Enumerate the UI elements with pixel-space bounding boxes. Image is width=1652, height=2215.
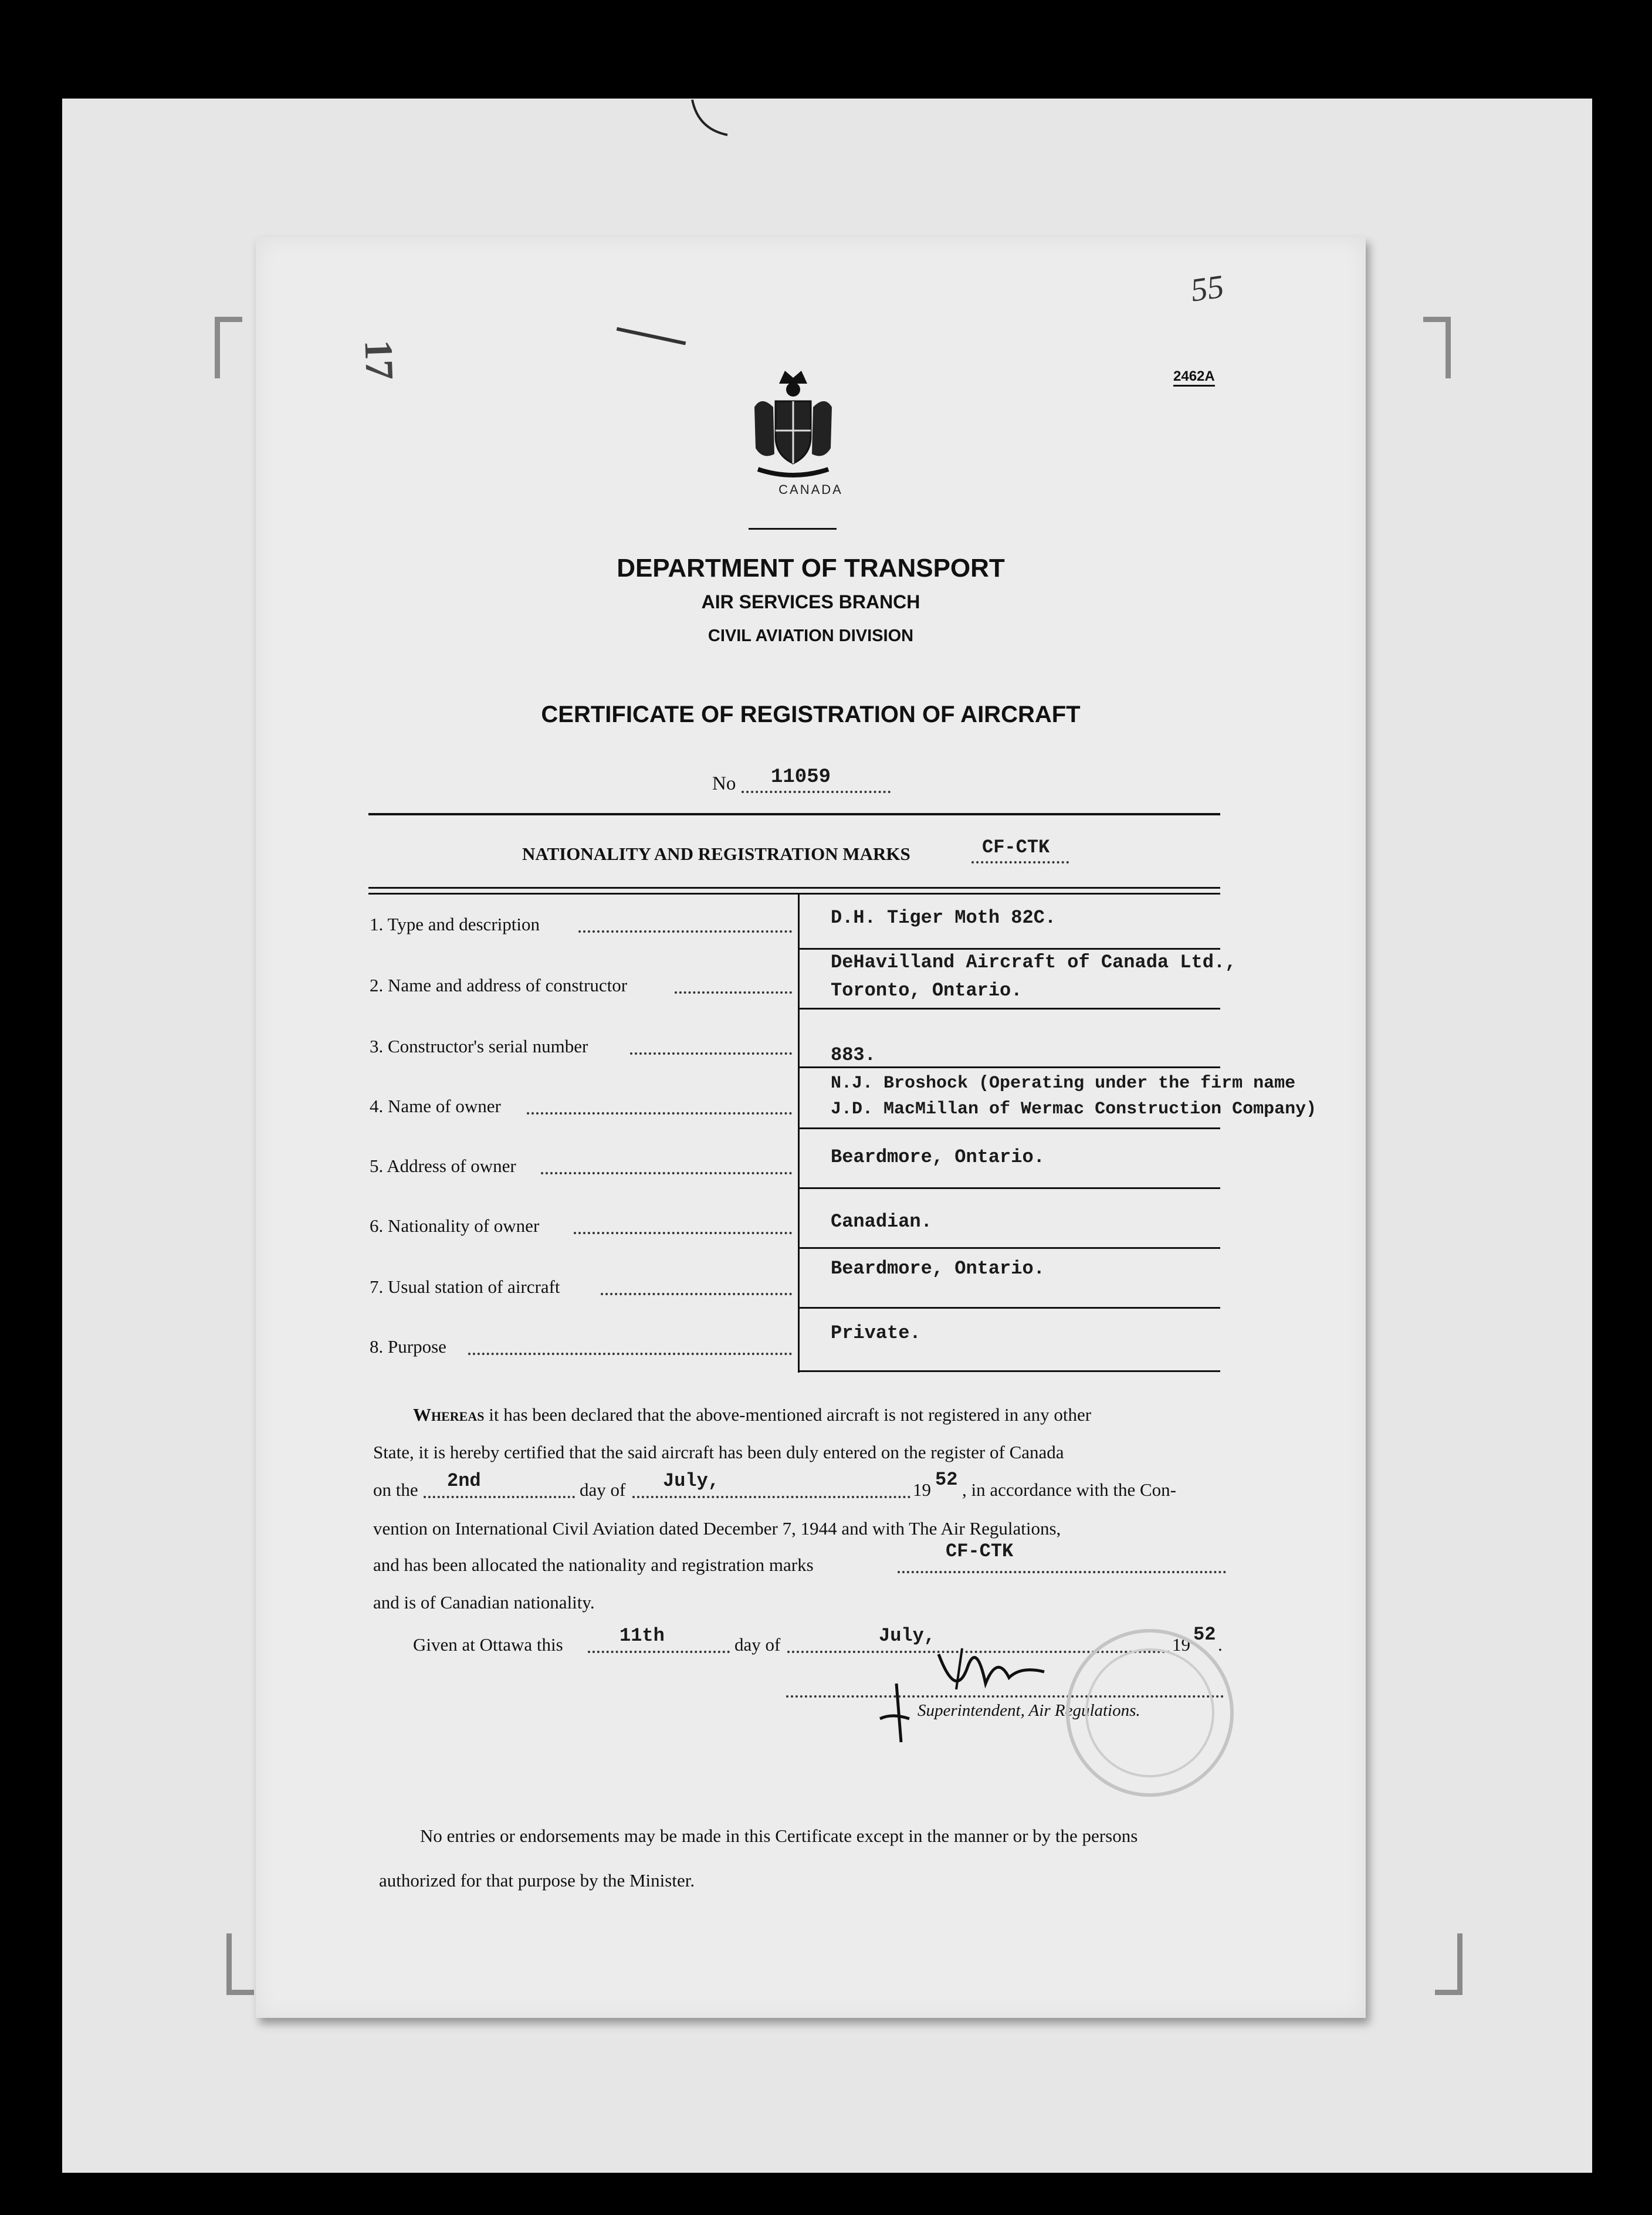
row-value: N.J. Broshock (Operating under the firm name bbox=[831, 1073, 1296, 1093]
dotted-line bbox=[588, 1651, 730, 1653]
corner-bracket bbox=[1423, 317, 1451, 378]
certificate-no-label: No bbox=[712, 773, 736, 794]
row-value: Canadian. bbox=[831, 1211, 932, 1232]
given-year: 52 bbox=[1193, 1624, 1216, 1645]
footer-line-1: No entries or endorsements may be made in this Certificate except in the manner or by the persons bbox=[420, 1825, 1138, 1846]
certificate-title: CERTIFICATE OF REGISTRATION OF AIRCRAFT bbox=[541, 702, 1081, 727]
marks-value: CF-CTK bbox=[982, 836, 1050, 858]
dotted-line bbox=[424, 1496, 575, 1498]
form-code: 2462A bbox=[1173, 368, 1215, 387]
dotted-line bbox=[574, 1232, 792, 1234]
dotted-line bbox=[632, 1496, 910, 1498]
whereas-line-6: and is of Canadian nationality. bbox=[373, 1592, 595, 1613]
rule bbox=[800, 1370, 1220, 1372]
marks-label: NATIONALITY AND REGISTRATION MARKS bbox=[522, 844, 910, 864]
row-label: 1. Type and description bbox=[370, 914, 540, 934]
registration-year: 52 bbox=[935, 1469, 958, 1491]
given-label: Given at Ottawa this bbox=[413, 1634, 563, 1655]
row-value: Beardmore, Ontario. bbox=[831, 1258, 1045, 1279]
branch-title: AIR SERVICES BRANCH bbox=[701, 591, 920, 612]
dotted-line bbox=[971, 861, 1069, 863]
rule bbox=[800, 1066, 1220, 1068]
divider bbox=[749, 528, 837, 530]
day-of-label: day of bbox=[580, 1479, 626, 1500]
certificate-number: 11059 bbox=[771, 766, 831, 788]
rule bbox=[368, 893, 1220, 895]
crest-caption: CANADA bbox=[778, 482, 843, 497]
dotted-line bbox=[601, 1293, 792, 1295]
corner-bracket bbox=[226, 1933, 254, 1995]
row-label: 4. Name of owner bbox=[370, 1096, 501, 1116]
year-prefix: 19 bbox=[913, 1479, 931, 1500]
whereas-line-2: State, it is hereby certified that the said aircraft has been duly entered on the register of Canada bbox=[373, 1442, 1064, 1462]
dotted-line bbox=[541, 1172, 792, 1174]
rule bbox=[368, 887, 1220, 889]
dotted-line bbox=[578, 930, 792, 933]
on-the-label: on the bbox=[373, 1479, 418, 1500]
whereas-line-1 bbox=[413, 1404, 1091, 1425]
scan-artifact bbox=[686, 94, 733, 141]
paragraph-text: it has been declared that the above-mentioned aircraft is not registered in any other bbox=[489, 1404, 1092, 1425]
corner-bracket bbox=[215, 317, 242, 378]
official-seal-icon bbox=[1056, 1619, 1244, 1807]
column-divider bbox=[798, 895, 800, 1373]
registration-month: July, bbox=[663, 1470, 720, 1492]
row-label: 3. Constructor's serial number bbox=[370, 1036, 588, 1056]
dotted-line bbox=[630, 1052, 792, 1055]
row-value: DeHavilland Aircraft of Canada Ltd., bbox=[831, 951, 1237, 973]
rule bbox=[800, 1187, 1220, 1189]
coat-of-arms-icon bbox=[750, 366, 837, 483]
row-label: 2. Name and address of constructor bbox=[370, 975, 628, 995]
paragraph-text: , in accordance with the Con- bbox=[962, 1479, 1176, 1500]
signature-title: Superintendent, Air Regulations. bbox=[918, 1701, 1140, 1720]
allocated-marks: CF-CTK bbox=[946, 1540, 1014, 1562]
dotted-line bbox=[527, 1112, 792, 1115]
row-value: Toronto, Ontario. bbox=[831, 980, 1023, 1001]
row-value: 883. bbox=[831, 1044, 876, 1066]
registration-day: 2nd bbox=[447, 1470, 481, 1492]
rule bbox=[800, 948, 1220, 950]
corner-bracket bbox=[1435, 1933, 1463, 1995]
footer-line-2: authorized for that purpose by the Minister. bbox=[379, 1870, 695, 1891]
row-label: 7. Usual station of aircraft bbox=[370, 1276, 560, 1297]
dotted-line bbox=[898, 1571, 1226, 1573]
row-label: 8. Purpose bbox=[370, 1336, 446, 1357]
handwritten-number: 55 bbox=[1188, 268, 1227, 309]
division-title: CIVIL AVIATION DIVISION bbox=[707, 626, 914, 645]
row-value: Beardmore, Ontario. bbox=[831, 1146, 1045, 1168]
dotted-line bbox=[468, 1353, 792, 1355]
whereas-line-5: and has been allocated the nationality and registration marks bbox=[373, 1554, 814, 1575]
row-value: J.D. MacMillan of Wermac Construction Company) bbox=[831, 1099, 1317, 1119]
dotted-line bbox=[742, 791, 891, 793]
day-of-label: day of bbox=[734, 1634, 781, 1655]
whereas-word: Whereas bbox=[413, 1404, 485, 1425]
rule bbox=[800, 1307, 1220, 1309]
margin-stamp: 17 bbox=[356, 339, 402, 381]
dotted-line bbox=[675, 991, 792, 994]
row-label: 6. Nationality of owner bbox=[370, 1215, 540, 1236]
year-prefix: 19 bbox=[1172, 1634, 1190, 1655]
given-month: July, bbox=[879, 1625, 936, 1647]
given-day: 11th bbox=[620, 1625, 665, 1647]
given-end: . bbox=[1218, 1634, 1223, 1655]
rule bbox=[800, 1127, 1220, 1129]
rule bbox=[800, 1247, 1220, 1249]
rule bbox=[368, 813, 1220, 815]
whereas-line-4: vention on International Civil Aviation dated December 7, 1944 and with The Air Regulations, bbox=[373, 1518, 1061, 1539]
rule bbox=[800, 1008, 1220, 1010]
department-title: DEPARTMENT OF TRANSPORT bbox=[617, 554, 1005, 582]
row-label: 5. Address of owner bbox=[370, 1156, 516, 1176]
row-value: D.H. Tiger Moth 82C. bbox=[831, 907, 1057, 929]
row-value: Private. bbox=[831, 1322, 921, 1344]
